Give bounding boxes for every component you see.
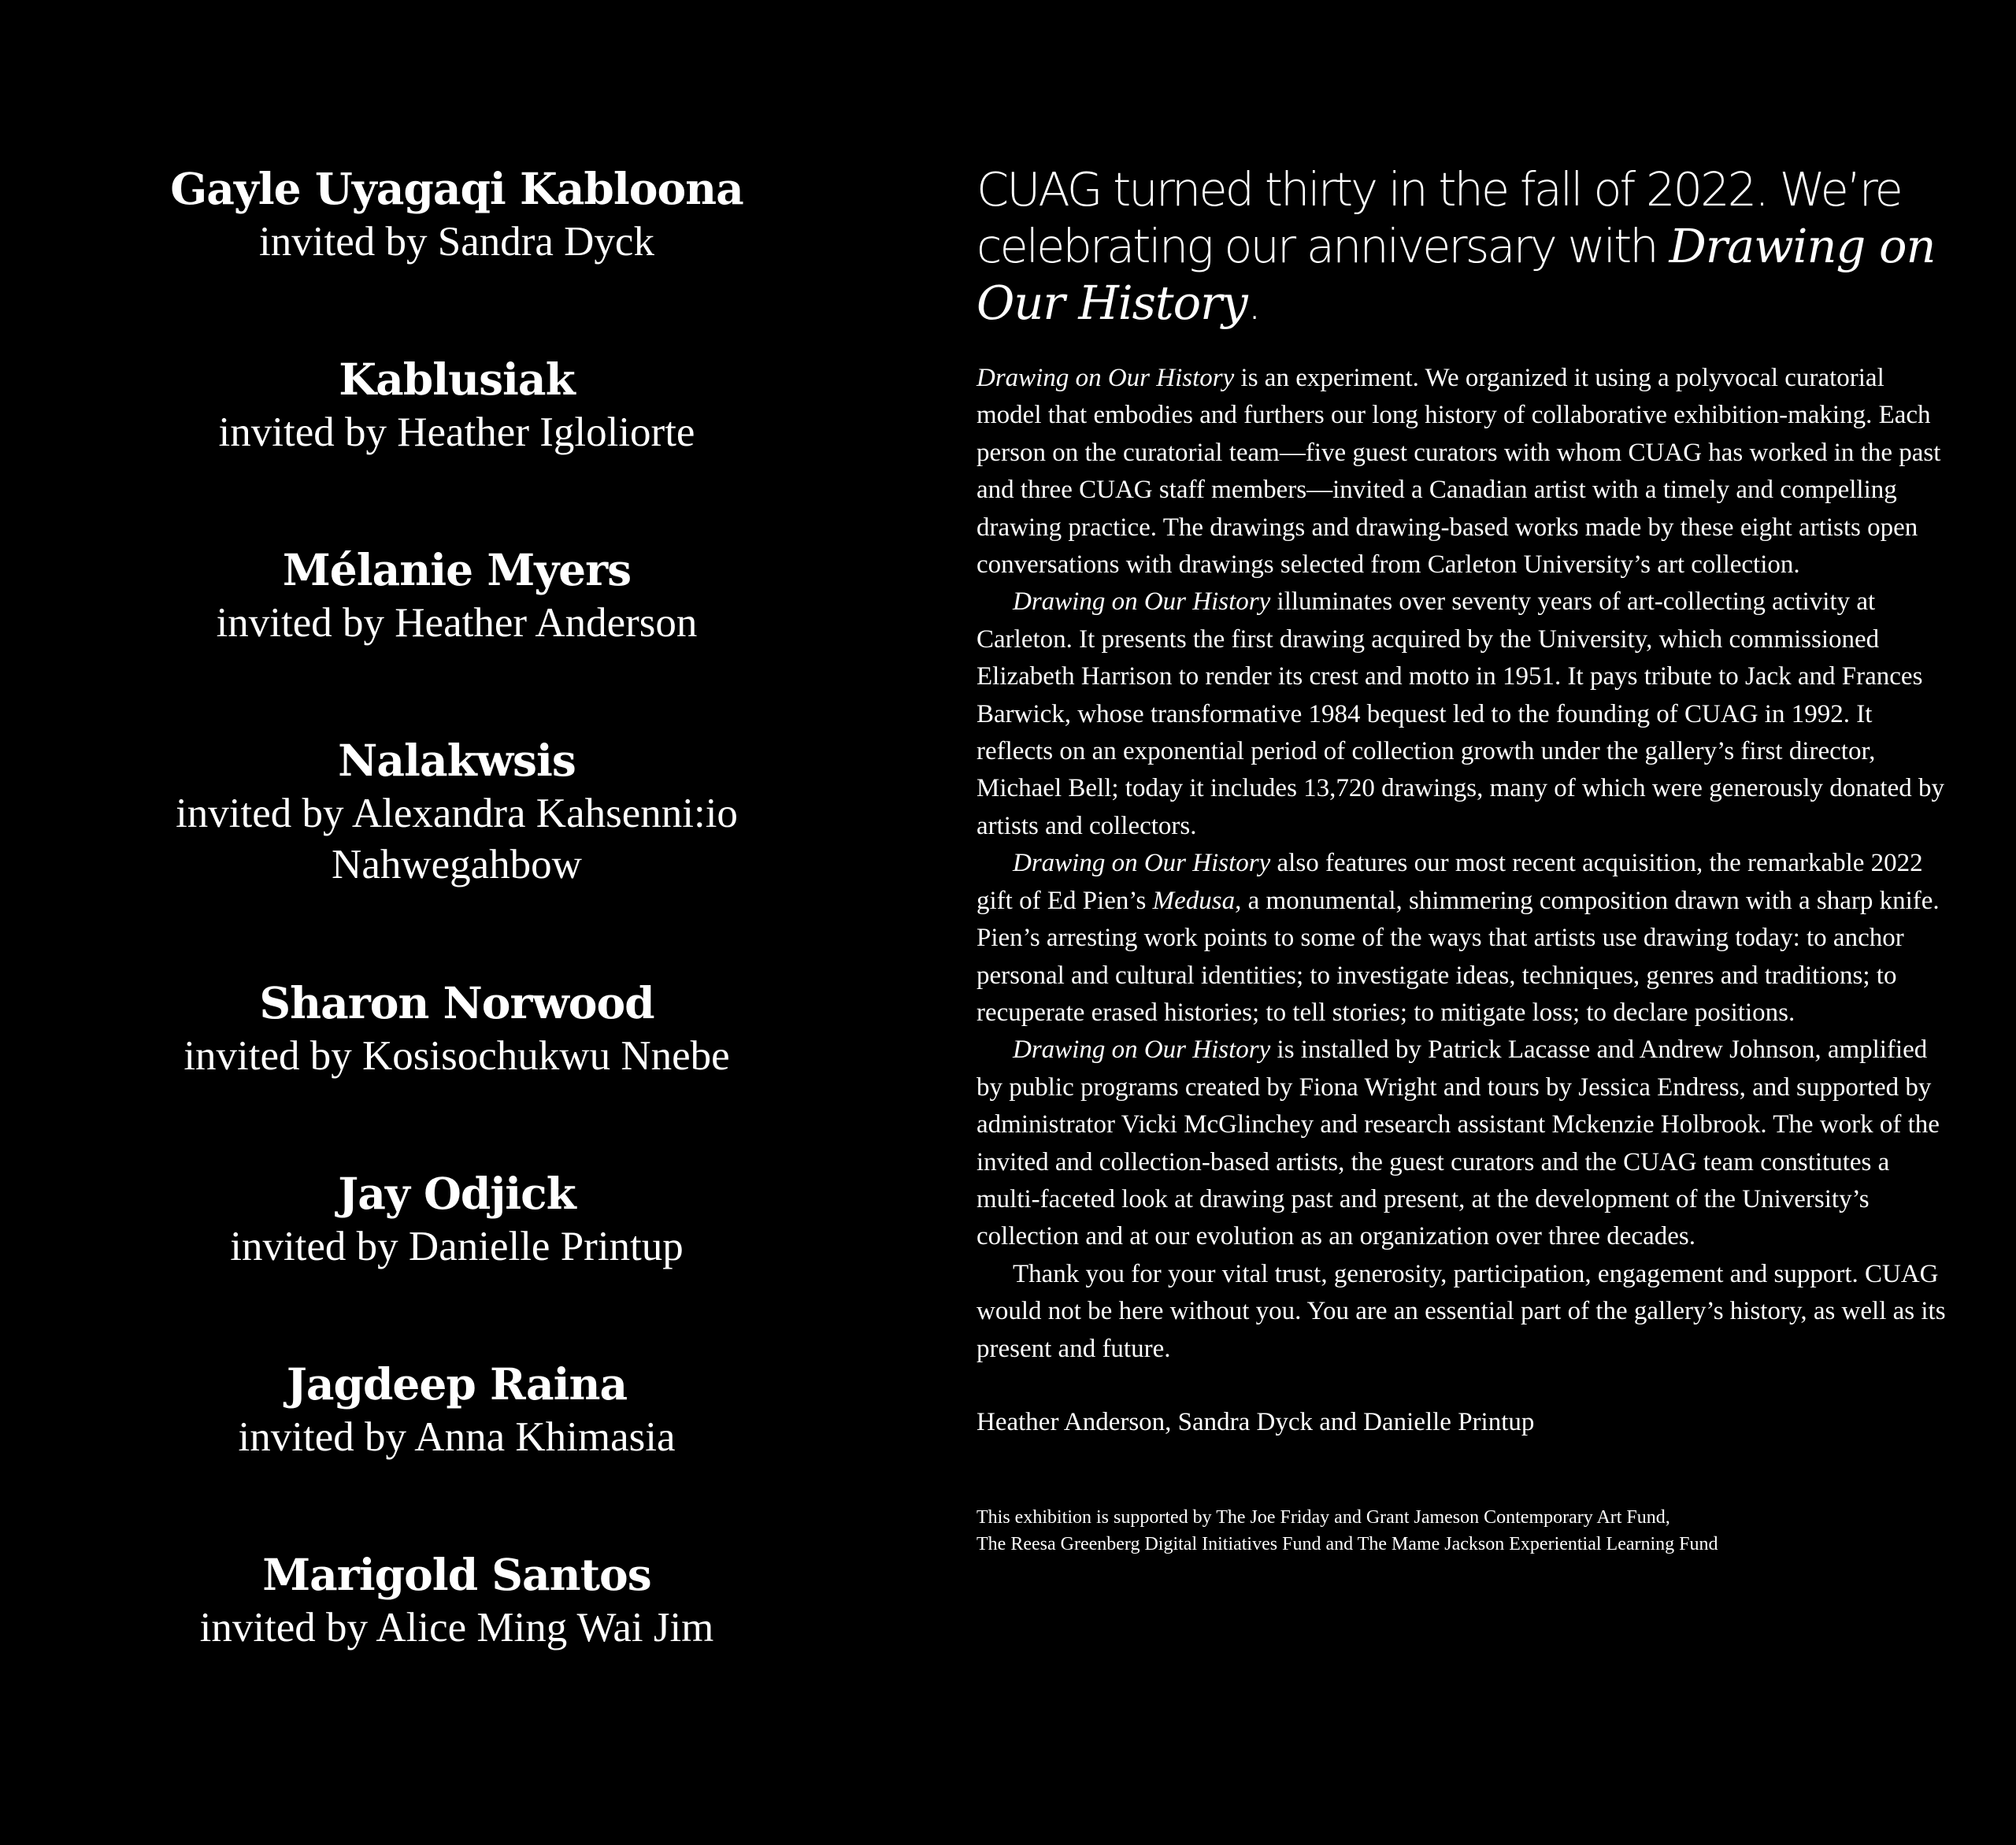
paragraph-text: , a monumental, shimmering composition drawn with a sharp knife. Pien’s arresting work points to some of the ways that artists use drawing today: to anchor personal and cultural identities; to investigate ideas, techniques, genres and traditions; to recuperate erased histories; to tell stories; to mitigate loss; to declare positions. (976, 886, 1940, 1027)
artist-list (102, 161, 811, 1738)
artist-invited-by: invited by Kosisochukwu Nnebe (183, 1033, 730, 1079)
artist-entry (102, 1166, 811, 1357)
exhibition-title: Drawing on Our History (1013, 587, 1271, 617)
lede-heading (976, 161, 1953, 332)
artist-invited-by: invited by Anna Khimasia (238, 1414, 676, 1460)
exhibition-title: Drawing on Our History (1013, 1035, 1271, 1065)
paragraph-text: Thank you for your vital trust, generosity, participation, engagement and support. CUAG would not be here without you. You are an essential part of the gallery’s history, as well as its present and future. (976, 1259, 1946, 1363)
exhibition-title: Drawing on Our History (976, 364, 1235, 392)
artist-name: Jay Odjick (338, 1168, 576, 1219)
funding-credit (976, 1504, 1953, 1558)
paragraph-text: also features our most recent acquisition, the remarkable 2022 gift of Ed Pien’s (976, 849, 1923, 915)
artist-invited-by: invited by Sandra Dyck (259, 219, 654, 265)
artist-name: Kablusiak (339, 354, 575, 405)
artist-invited-by: invited by Heather Anderson (216, 600, 698, 646)
paragraph (976, 360, 1953, 584)
artist-name: Marigold Santos (262, 1549, 651, 1600)
artist-name: Mélanie Myers (282, 544, 632, 595)
paragraph (976, 1256, 1953, 1368)
artist-invited-by: invited by Heather Igloliorte (218, 409, 695, 455)
paragraph (976, 845, 1953, 1032)
artist-name: Sharon Norwood (259, 977, 654, 1028)
funding-credit-line: This exhibition is supported by The Joe Friday and Grant Jameson Contemporary Art Fund, (976, 1506, 1670, 1528)
artist-entry (102, 733, 811, 976)
exhibition-title: Drawing on Our History (1013, 849, 1271, 878)
artist-entry (102, 976, 811, 1166)
paragraph-text: illuminates over seventy years of art-collecting activity at Carleton. It presents the first drawing acquired by the University, which commissioned Elizabeth Harrison to render its crest and motto in 1951. It pays tribute to Jack and Frances Barwick, whose transformative 1984 bequest led to the founding of CUAG in 1992. It reflects on an exponential period of collection growth under the gallery’s first director, Michael Bell; today it includes 13,720 drawings, many of which were generously donated by artists and collectors. (976, 587, 1944, 840)
artist-entry (102, 352, 811, 543)
lede-period: . (1247, 276, 1260, 330)
artist-invited-by: invited by Danielle Printup (230, 1224, 684, 1269)
paragraph-text: is installed by Patrick Lacasse and Andrew Johnson, amplified by public programs created by Fiona Wright and tours by Jessica Endress, and supported by administrator Vicki McGlinchey and research assistant Mckenzie Holbrook. The work of the invited and collection-based artists, the guest curators and the CUAG team constitutes a multi-faceted look at drawing past and present, at the development of the University’s collection and at our evolution as an organization over three decades. (976, 1035, 1940, 1251)
paragraph-text: is an experiment. We organized it using a polyvocal curatorial model that embodies and furthers our long history of collaborative exhibition-making. Each person on the curatorial team—five guest curators with whom CUAG has worked in the past and three CUAG staff members—invited a Canadian artist with a timely and compelling drawing practice. The drawings and drawing-based works made by these eight artists open conversations with drawings selected from Carleton University’s art collection. (976, 364, 1941, 580)
artist-name: Gayle Uyagaqi Kabloona (170, 163, 743, 214)
artist-entry (102, 543, 811, 733)
artist-invited-by: invited by Alice Ming Wai Jim (199, 1605, 714, 1650)
paragraph (976, 584, 1953, 845)
artwork-title: Medusa (1152, 886, 1236, 915)
artist-entry (102, 1547, 811, 1738)
introduction (976, 161, 1953, 1558)
artist-entry (102, 161, 811, 352)
artist-invited-by: invited by Alexandra Kahsenni:io Nahwegahbow (176, 791, 738, 887)
lede-text: CUAG turned thirty in the fall of 2022. We’re celebrating our anniversary with (976, 162, 1901, 273)
exhibition-title: Drawing on Our History (976, 219, 1936, 330)
paragraph (976, 1032, 1953, 1255)
signature: Heather Anderson, Sandra Dyck and Danielle Printup (976, 1407, 1535, 1436)
artist-entry (102, 1357, 811, 1547)
artist-name: Nalakwsis (338, 735, 576, 786)
funding-credit-line: The Reesa Greenberg Digital Initiatives Fund and The Mame Jackson Experiential Learning Fund (976, 1533, 1718, 1554)
body-text (976, 360, 1953, 1368)
artist-name: Jagdeep Raina (286, 1358, 628, 1410)
